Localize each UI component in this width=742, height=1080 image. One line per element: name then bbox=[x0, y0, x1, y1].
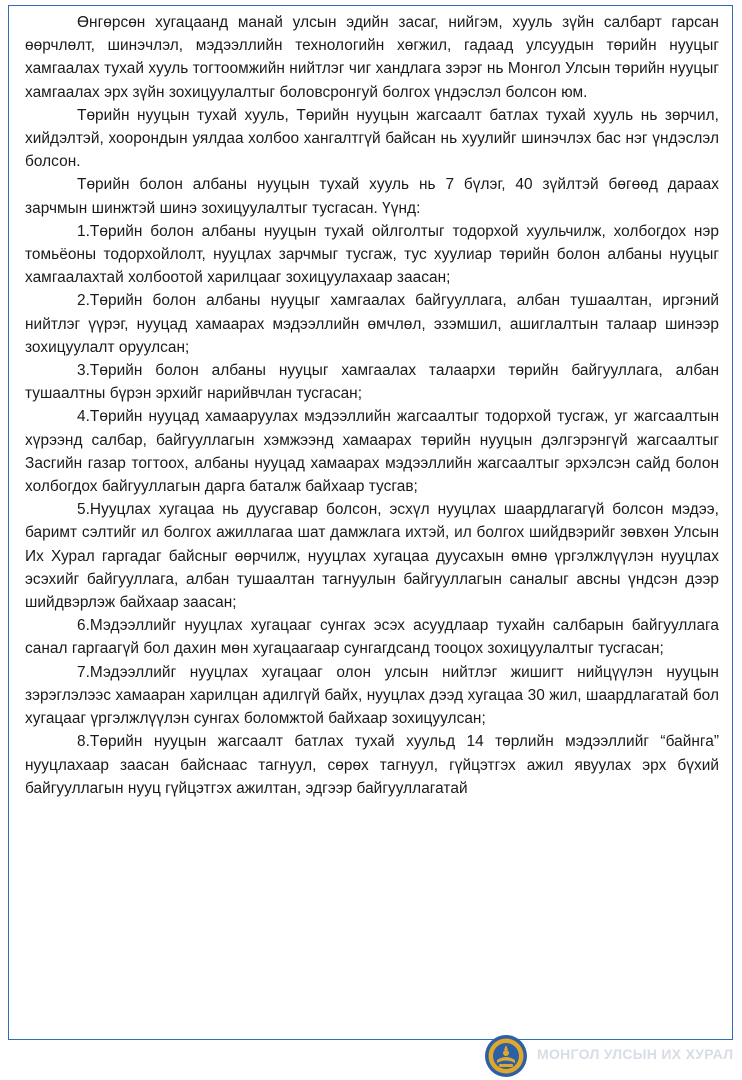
list-item-6: 6.Мэдээллийг нууцлах хугацааг сунгах эсэх асуудлаар тухайн салбарын байгууллага санал гаргаагүй бол дахин мөн хугацаагаар сунгагдсанд тооцох зохицуулалтыг тусгасан; bbox=[25, 617, 719, 658]
footer-watermark: МОНГОЛ УЛСЫН ИХ ХУРАЛ bbox=[537, 1046, 734, 1062]
list-item-8: 8.Төрийн нууцын жагсаалт батлах тухай хуульд 14 төрлийн мэдээллийг “байнга” нууцлахаар заасан байснаас тагнуул, сөрөх тагнуул, гүйцэтгэх ажил явуулах эрх бүхий байгууллагын нууц гүйцэтгэх ажилтан, эдгээр байгууллагатай bbox=[25, 733, 719, 797]
paragraph-intro-1: Өнгөрсөн хугацаанд манай улсын эдийн засаг, нийгэм, хууль зүйн салбарт гарсан өөрчлөлт, шинэчлэл, мэдээллийн технологийн хөгжил, гадаад улсуудын төрийн нууцыг хамгаалах тухай хууль тогтоомжийн нийтлэг чиг хандлага зэрэг нь Монгол Улсын төрийн нууцыг хамгаалах эрх зүйн зохицуулалтыг боловсронгуй болгох үндэслэл болсон юм. bbox=[25, 14, 719, 101]
list-item-2: 2.Төрийн болон албаны нууцыг хамгаалах байгууллага, албан тушаалтан, иргэний нийтлэг үүрэг, нууцад хамаарах мэдээллийн өмчлөл, эзэмшил, ашиглалтын талаар шинээр зохицуулалт оруулсан; bbox=[25, 292, 719, 356]
parliament-emblem-icon bbox=[484, 1034, 528, 1078]
emblem-base-bar bbox=[499, 1064, 513, 1067]
paragraph-intro-2: Төрийн нууцын тухай хууль, Төрийн нууцын жагсаалт батлах тухай хууль нь зөрчил, хийдэлтэй, хоорондын уялдаа холбоо хангалтгүй байсан нь хуулийг шинэчлэх бас нэг үндэслэл болсон. bbox=[25, 106, 719, 171]
list-item-5: 5.Нууцлах хугацаа нь дуусгавар болсон, эсхүл нууцлах шаардлагагүй болсон мэдээ, баримт сэлтийг ил болгох ажиллагаа шат дамжлага ихтэй, ил болгох шийдвэрийг зөвхөн Улсын Их Хурал гаргадаг байсныг өөрчилж, нууцлах хугацаа дуусахын өмнө үргэлжлүүлэн нууцлах эсэхийг байгууллага, албан тушаалтан тагнуулын байгууллагын саналыг авсны үндсэн дээр шийдвэрлэж байхаар заасан; bbox=[25, 501, 719, 612]
document-body bbox=[25, 11, 719, 800]
page-frame bbox=[8, 5, 733, 1040]
paragraph-intro-3: Төрийн болон албаны нууцын тухай хууль нь 7 бүлэг, 40 зүйлтэй бөгөөд дараах зарчмын шинжтэй шинэ зохицуулалтыг тусгасан. Үүнд: bbox=[25, 176, 719, 217]
list-item-7: 7.Мэдээллийг нууцлах хугацааг олон улсын нийтлэг жишигт нийцүүлэн нууцын зэрэглэлээс хамааран харилцан адилгүй байх, нууцлах дээд хугацаа 30 жил, шаардлагатай бол хугацааг үргэлжлүүлэн сунгах боломжтой байхаар зохицуулсан; bbox=[25, 663, 719, 728]
emblem-sun-shape bbox=[503, 1050, 509, 1056]
list-item-4: 4.Төрийн нууцад хамааруулах мэдээллийн жагсаалтыг тодорхой тусгаж, уг жагсаалтын хүрээнд салбар, байгууллагын хэмжээнд хамаарах төрийн нууцын дэлгэрэнгүй жагсаалтыг Засгийн газар тогтоох, албаны нууцад хамаарах мэдээллийн жагсаалтыг эрхэлсэн сайд болон холбогдох байгууллагын дарга баталж байхаар тусгав; bbox=[25, 408, 719, 496]
list-item-3: 3.Төрийн болон албаны нууцыг хамгаалах талаархи төрийн байгууллага, албан тушаалтны бүрэн эрхийг нарийвчлан тусгасан; bbox=[25, 362, 719, 403]
list-item-1: 1.Төрийн болон албаны нууцын тухай ойлголтыг тодорхой хуульчилж, холбогдох нэр томьёоны тодорхойлолт, нууцлах зарчмыг тусгаж, тус хуулиар төрийн болон албаны нууцыг хамгаалахтай холбоотой харилцааг зохицуулахаар заасан; bbox=[25, 222, 719, 287]
